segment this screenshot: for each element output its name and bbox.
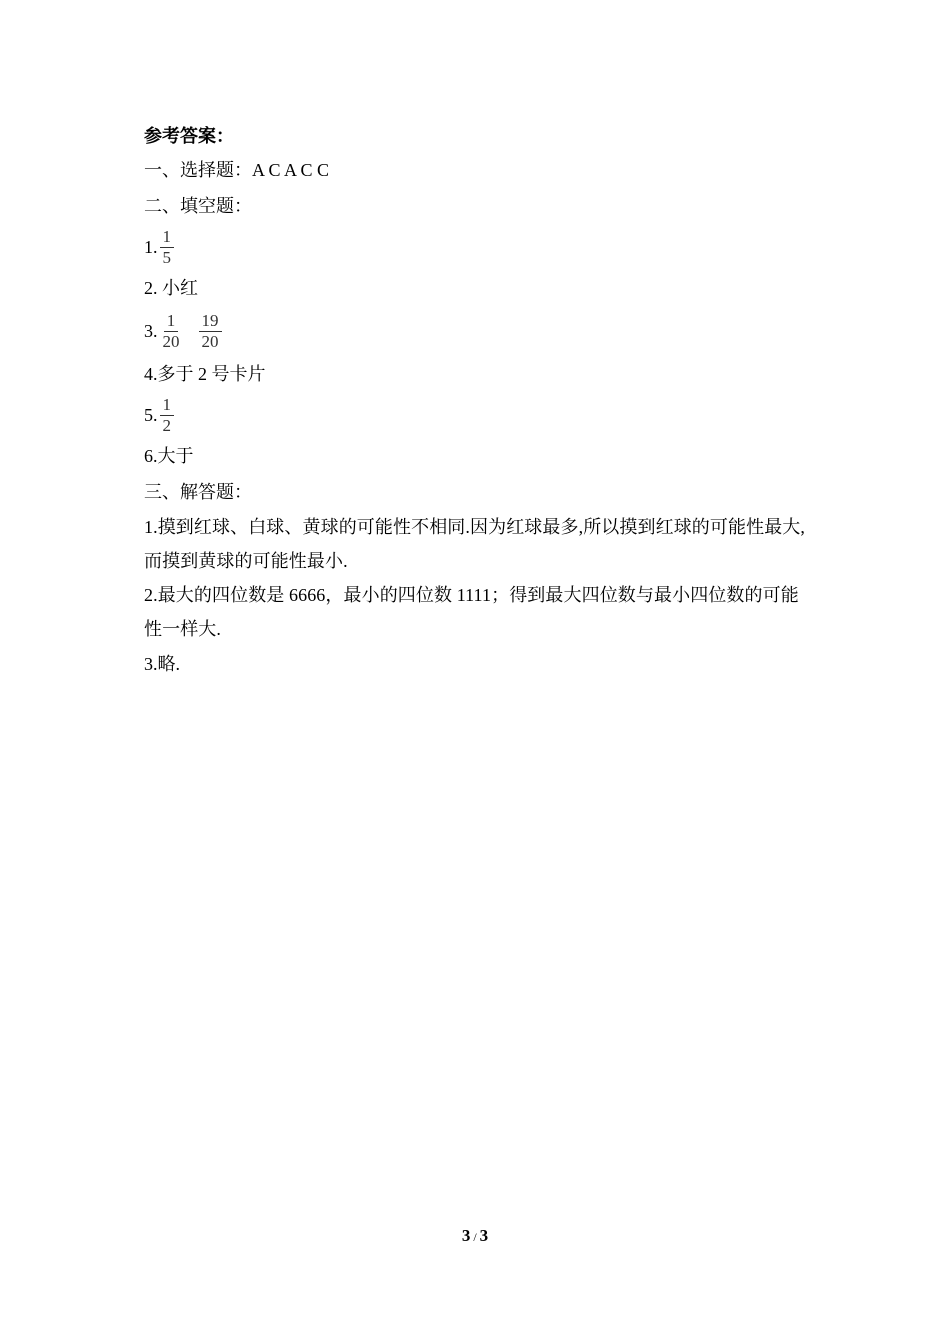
fill-in-section-heading: 二、填空题： <box>144 196 252 216</box>
fill-in-answer-1 <box>144 224 810 270</box>
fraction <box>160 395 175 436</box>
fraction-denominator: 20 <box>162 331 180 351</box>
answer-number: 1. <box>144 237 158 257</box>
page-number <box>0 1226 950 1246</box>
multiple-choice-answers: 一、选择题：A C A C C <box>144 160 330 180</box>
fraction-numerator: 1 <box>164 311 179 332</box>
solution-answer-1: 1.摸到红球、白球、黄球的可能性不相同.因为红球最多,所以摸到红球的可能性最大,而摸到黄球的可能性最小. <box>144 517 805 571</box>
fraction-numerator: 1 <box>160 227 175 248</box>
fill-in-answer-2: 2. 小红 <box>144 278 198 298</box>
fill-in-answer-5 <box>144 392 810 438</box>
page-separator: / <box>473 1230 477 1244</box>
fill-in-answer-4: 4.多于 2 号卡片 <box>144 364 266 384</box>
fill-in-answer-6: 6.大于 <box>144 446 194 466</box>
fraction-numerator: 1 <box>160 395 175 416</box>
fill-in-answer-3 <box>144 306 810 356</box>
current-page: 3 <box>461 1226 471 1245</box>
fraction <box>160 311 183 352</box>
total-pages: 3 <box>479 1226 489 1245</box>
fraction-denominator: 5 <box>162 247 171 267</box>
fraction-denominator: 2 <box>162 415 171 435</box>
answer-number: 5. <box>144 405 158 425</box>
fraction <box>199 311 222 352</box>
fraction-numerator: 19 <box>199 311 222 332</box>
fraction <box>160 227 175 268</box>
solution-answer-3: 3.略. <box>144 654 180 674</box>
solution-section-heading: 三、解答题： <box>144 482 252 502</box>
fraction-denominator: 20 <box>201 331 219 351</box>
answer-heading: 参考答案： <box>144 126 234 146</box>
solution-answer-2: 2.最大的四位数是 6666，最小的四位数 1111；得到最大四位数与最小四位数的可能性一样大. <box>144 585 799 639</box>
answer-number: 3. <box>144 321 158 341</box>
answer-key <box>144 120 810 682</box>
